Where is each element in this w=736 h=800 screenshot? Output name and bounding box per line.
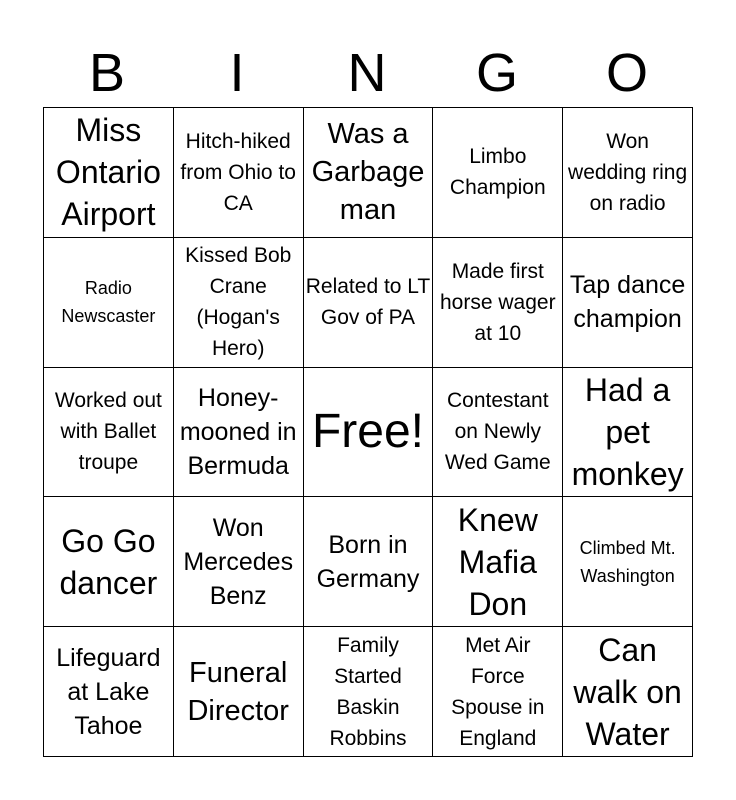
cell-text: Kissed Bob Crane (Hogan's Hero): [185, 244, 292, 361]
bingo-cell[interactable]: [174, 368, 304, 498]
cell-text: Won wedding ring on radio: [568, 129, 688, 215]
cell-text: Radio Newscaster: [61, 278, 156, 327]
bingo-cell[interactable]: [174, 497, 304, 627]
bingo-cell[interactable]: [433, 238, 563, 368]
bingo-cell[interactable]: [44, 238, 174, 368]
bingo-cell[interactable]: [433, 368, 563, 498]
cell-text: Climbed Mt. Washington: [579, 537, 676, 586]
cell-text: Born in Germany: [316, 530, 420, 593]
cell-text: Funeral Director: [187, 656, 289, 727]
cell-text: Worked out with Ballet troupe: [54, 389, 162, 475]
bingo-cell[interactable]: [304, 627, 434, 757]
bingo-cell[interactable]: [433, 108, 563, 238]
bingo-cell[interactable]: [174, 627, 304, 757]
cell-text: Was a Garbage man: [311, 118, 425, 227]
bingo-cell[interactable]: [304, 108, 434, 238]
bingo-cell[interactable]: [44, 497, 174, 627]
bingo-cell[interactable]: [563, 368, 693, 498]
cell-text: Can walk on Water: [573, 631, 682, 752]
bingo-cell[interactable]: [304, 497, 434, 627]
cell-text: Made first horse wager at 10: [440, 259, 556, 345]
bingo-cell[interactable]: [563, 108, 693, 238]
cell-text: Knew Mafia Don: [457, 501, 538, 622]
bingo-cell[interactable]: [563, 238, 693, 368]
bingo-cell[interactable]: [433, 497, 563, 627]
header-letter-b: B: [88, 43, 128, 103]
cell-text: Honey-mooned in Bermuda: [179, 383, 297, 480]
cell-text: Miss Ontario Airport: [55, 112, 161, 233]
bingo-cell[interactable]: [304, 238, 434, 368]
bingo-cell[interactable]: [174, 238, 304, 368]
header-letter-o: O: [605, 43, 650, 103]
cell-text: Family Started Baskin Robbins: [329, 633, 407, 750]
cell-text: Tap dance champion: [569, 271, 686, 334]
cell-text: Contestant on Newly Wed Game: [444, 389, 551, 475]
free-space-text: Free!: [311, 404, 424, 458]
bingo-cell[interactable]: [174, 108, 304, 238]
cell-text: Related to LT Gov of PA: [305, 275, 431, 330]
header-letter-g: G: [475, 43, 520, 103]
bingo-cell[interactable]: [563, 497, 693, 627]
bingo-cell[interactable]: [44, 627, 174, 757]
header-letter-i: I: [229, 43, 247, 103]
cell-text: Met Air Force Spouse in England: [451, 633, 545, 750]
cell-text: Won Mercedes Benz: [183, 513, 294, 610]
bingo-header: [43, 40, 693, 106]
cell-text: Hitch-hiked from Ohio to CA: [180, 129, 296, 215]
bingo-cell[interactable]: [44, 108, 174, 238]
bingo-cell[interactable]: [44, 368, 174, 498]
cell-text: Lifeguard at Lake Tahoe: [56, 643, 161, 740]
cell-text: Limbo Champion: [449, 145, 546, 200]
bingo-cell[interactable]: [563, 627, 693, 757]
cell-text: Go Go dancer: [59, 522, 158, 601]
free-space-cell[interactable]: [304, 368, 434, 498]
bingo-cell[interactable]: [433, 627, 563, 757]
bingo-grid: [43, 107, 693, 757]
cell-text: Had a pet monkey: [571, 371, 684, 492]
header-letter-n: N: [347, 43, 389, 103]
